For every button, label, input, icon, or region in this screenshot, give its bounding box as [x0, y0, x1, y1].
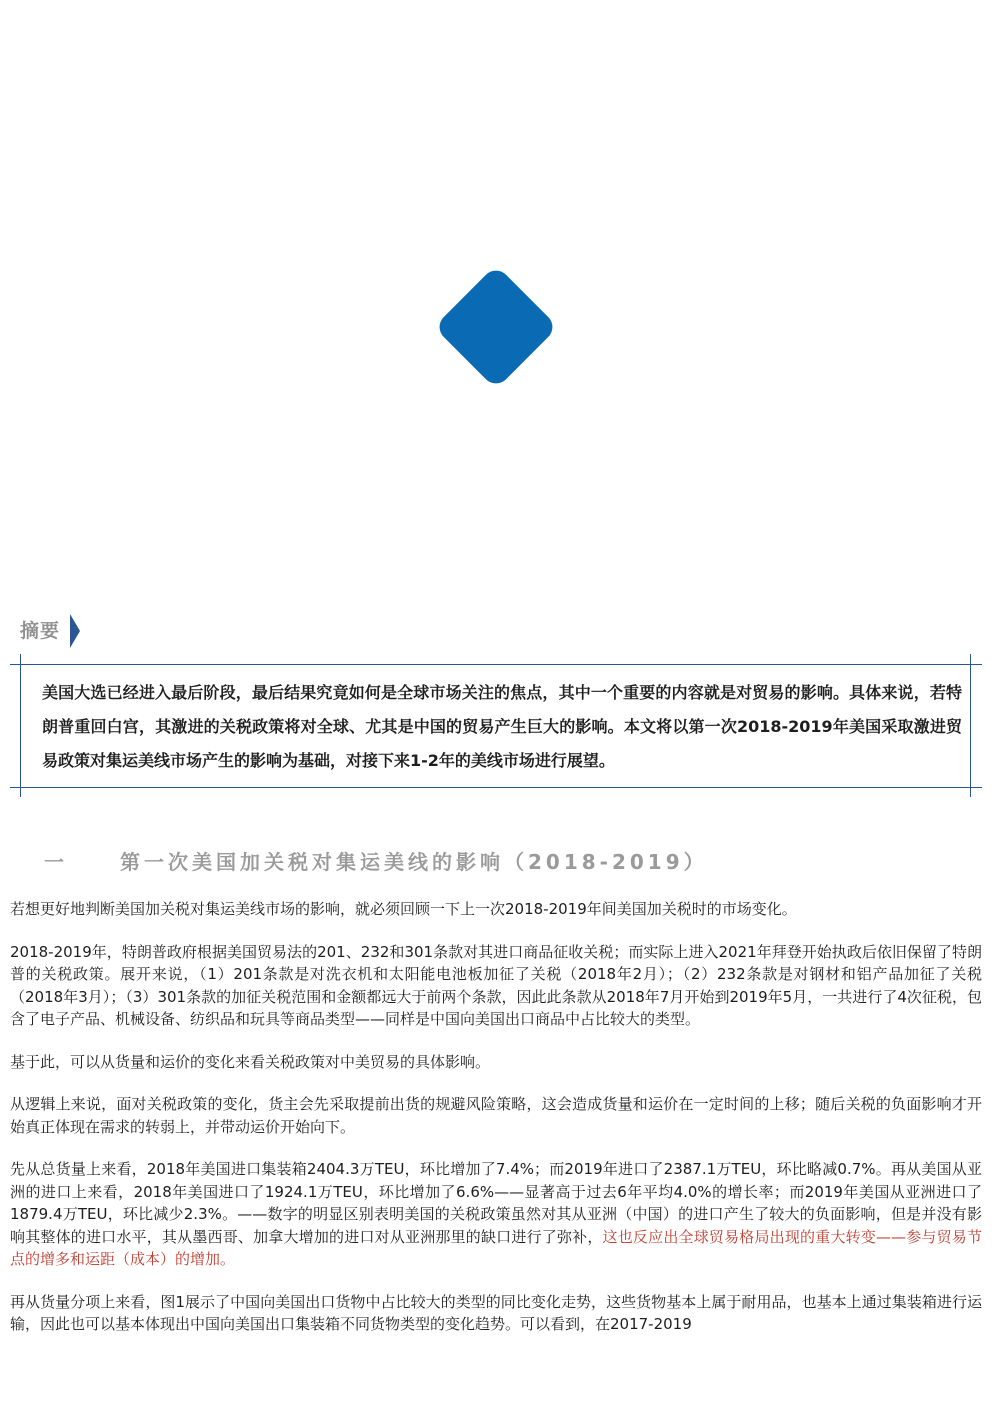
paragraph: 再从货量分项上来看，图1展示了中国向美国出口货物中占比较大的类型的同比变化走势，这些货物基本上属于耐用品，也基本上通过集装箱进行运输，因此也可以基本体现出中国向美国出口集装箱不同货物类型的变化趋势。可以看到，在2017-2019 — [10, 1292, 982, 1333]
article-body — [10, 898, 982, 1356]
summary-box-left-border — [20, 654, 21, 797]
paragraph: 2018-2019年，特朗普政府根据美国贸易法的201、232和301条款对其进口商品征收关税；而实际上进入2021年拜登开始执政后依旧保留了特朗普的关税政策。展开来说，（1）201条款是对洗衣机和太阳能电池板加征了关税（2018年2月）；（2）232条款是对钢材和铝产品加征了关税（2018年3月）；（3）301条款的加征关税范围和金额都远大于前两个条款，因此此条款从2018年7月开始到2019年5月，一共进行了4次征税，包含了电子产品、机械设备、纺织品和玩具等商品类型——同样是中国向美国出口商品中占比较大的类型。 — [10, 942, 982, 1028]
summary-box — [10, 654, 982, 797]
paragraph: 基于此，可以从货量和运价的变化来看关税政策对中美贸易的具体影响。 — [10, 1052, 491, 1071]
summary-text: 美国大选已经进入最后阶段，最后结果究竟如何是全球市场关注的焦点，其中一个重要的内容就是对贸易的影响。具体来说，若特朗普重回白宫，其激进的关税政策将对全球、尤其是中国的贸易产生巨大的影响。本文将以第一次2018-2019年美国采取激进贸易政策对集运美线市场产生的影响为基础，对接下来1-2年的美线市场进行展望。 — [42, 683, 962, 770]
highlighted-text: 这也反应出全球贸易格局出现的重大转变——参与贸易节点的增多和运距（成本）的增加。 — [10, 1227, 982, 1268]
paragraph-text: 先从总货量上来看，2018年美国进口集装箱2404.3万TEU，环比增加了7.4%；而2019年进口了2387.1万TEU，环比略减0.7%。再从美国从亚洲的进口上来看，2018年美国进口了1924.1万TEU，环比增加了6.6%——显著高于过去6年平均4.0%的增长率；而2019年美国从亚洲进口了1879.4万TEU，环比减少2.3%。——数字的明显区别表明美国的关税政策虽然对其从亚洲（中国）的进口产生了较大的负面影响，但是并没有影响其整体的进口水平，其从墨西哥、加拿大增加的进口对从亚洲那里的缺口进行了弥补， — [10, 1160, 982, 1246]
paragraph — [10, 1158, 982, 1271]
section-title: 第一次美国加关税对集运美线的影响（2018-2019） — [120, 850, 708, 874]
section-number: 一 — [44, 850, 68, 874]
diamond-logo — [424, 255, 568, 399]
chevron-right-icon — [68, 612, 82, 650]
paragraph: 若想更好地判断美国加关税对集运美线市场的影响，就必须回顾一下上一次2018-2019年间美国加关税时的市场变化。 — [10, 900, 797, 918]
section-heading — [44, 846, 974, 875]
summary-box-bottom-border — [10, 787, 982, 788]
summary-box-top-border — [10, 664, 982, 665]
summary-box-right-border — [970, 654, 971, 797]
summary-label: 摘要 — [20, 620, 61, 642]
paragraph: 从逻辑上来说，面对关税政策的变化，货主会先采取提前出货的规避风险策略，这会造成货量和运价在一定时间的上移；随后关税的负面影响才开始真正体现在需求的转弱上，并带动运价开始向下。 — [10, 1095, 982, 1136]
